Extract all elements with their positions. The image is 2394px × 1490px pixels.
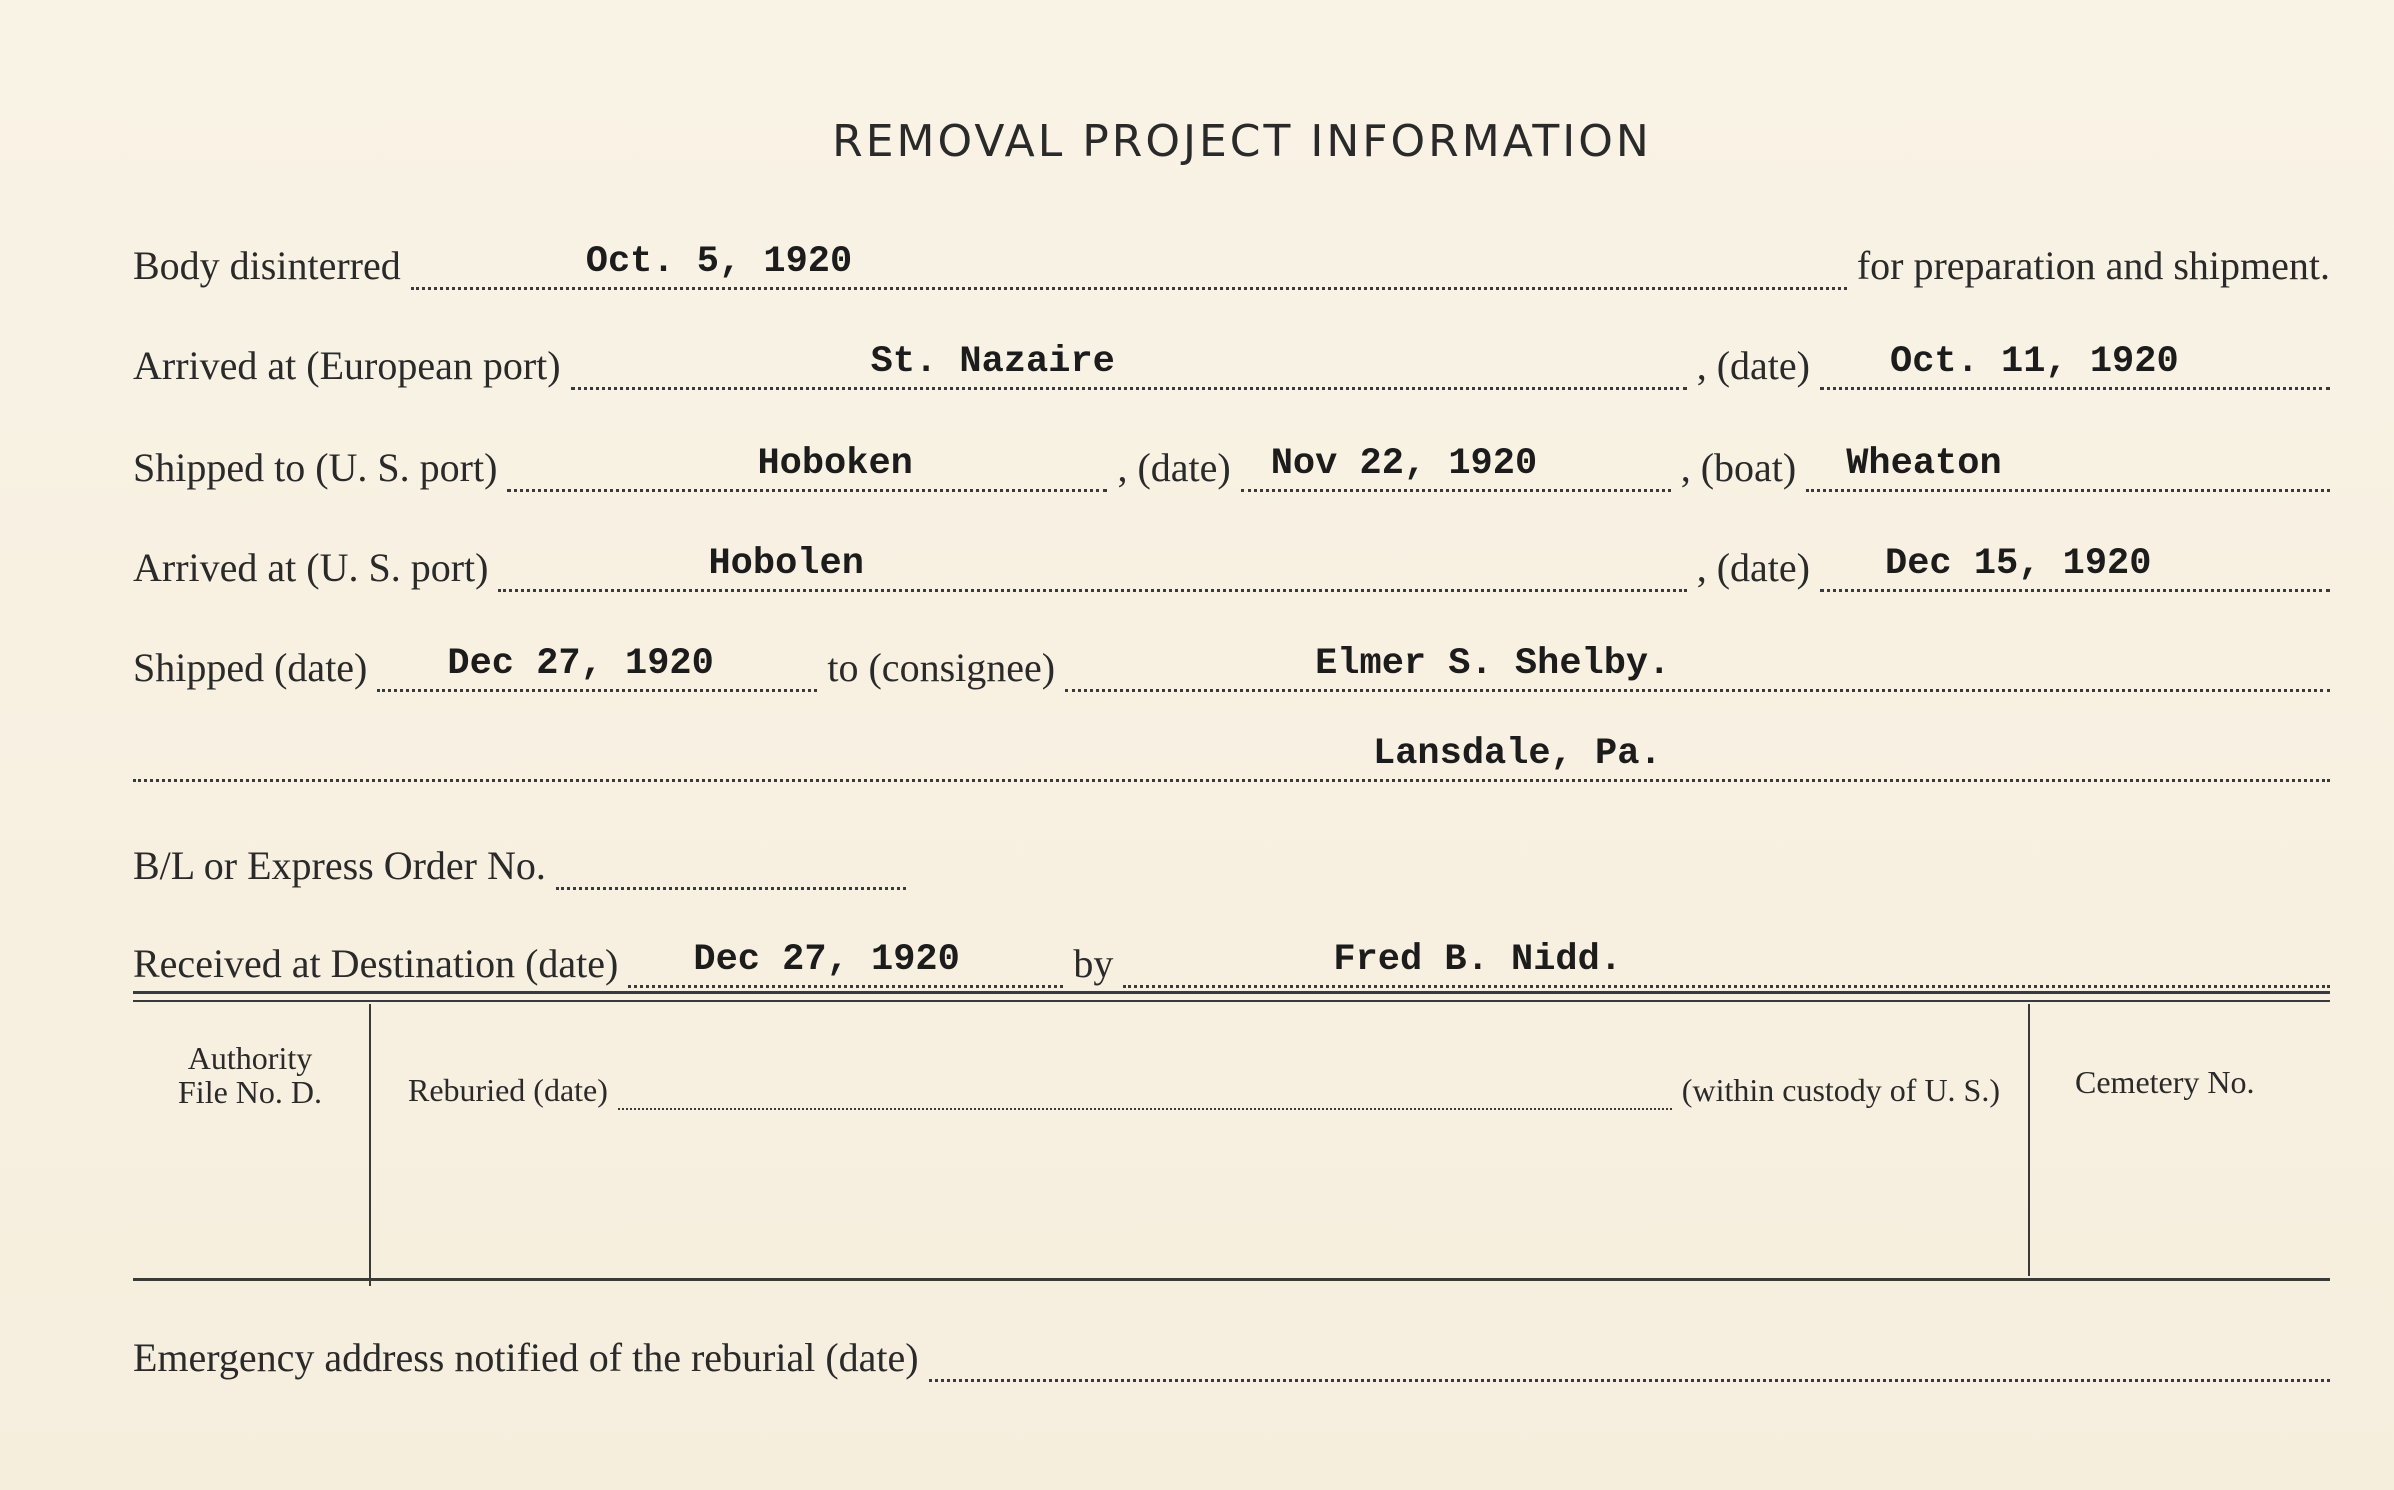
row-emergency [133,1322,2330,1382]
authority-line-1: Authority [187,1040,313,1076]
shipped-us-label: Shipped to (U. S. port) [133,445,498,490]
shipped-us-boat-value: Wheaton [1846,443,2002,485]
arrived-european-date-label: , (date) [1696,343,1810,388]
received-label: Received at Destination (date) [133,941,619,986]
authority-block [160,1042,340,1109]
consignee-address-value: Lansdale, Pa. [1373,733,1662,775]
reburied-label: Reburied (date) [408,1072,608,1108]
shipped-date-value: Dec 27, 1920 [447,643,714,685]
arrived-european-field [571,343,1687,390]
body-disinterred-suffix: for preparation and shipment. [1856,243,2330,288]
arrived-european-label: Arrived at (European port) [133,343,561,388]
received-field [628,941,1063,988]
consignee-value: Elmer S. Shelby. [1315,643,1671,685]
body-disinterred-label: Body disinterred [133,243,401,288]
shipped-us-date-field [1241,445,1671,492]
cemetery-no-label: Cemetery No. [2075,1064,2255,1100]
shipped-us-boat-label: , (boat) [1680,445,1797,490]
reburied-field [618,1074,1672,1110]
arrived-european-value: St. Nazaire [870,341,1115,383]
row-arrived-us [133,532,2330,592]
arrived-us-date-label: , (date) [1696,545,1810,590]
consignee-address-field [133,735,2330,782]
card-title: REMOVAL PROJECT INFORMATION [832,116,1652,167]
shipped-us-value: Hoboken [757,443,913,485]
body-disinterred-value: Oct. 5, 1920 [585,241,853,283]
row-bl-order [133,830,2330,890]
row-shipped-us [133,432,2330,492]
received-by-label: by [1073,941,1114,986]
divider-top-inner [133,1000,2330,1002]
column-divider-right [2028,1004,2030,1276]
row-body-disinterred [133,230,2330,290]
arrived-us-date-value: Dec 15, 1920 [1885,543,2152,585]
column-divider-left [369,1004,371,1286]
bl-order-label: B/L or Express Order No. [133,843,546,888]
row-shipped-date [133,632,2330,692]
emergency-label: Emergency address notified of the reburial (date) [133,1335,919,1380]
bl-order-field [556,843,906,890]
arrived-european-date-field [1820,343,2330,390]
row-received [133,928,2330,988]
shipped-us-field [507,445,1107,492]
body-disinterred-field [411,243,1847,290]
row-consignee-address [133,722,2330,782]
consignee-label: to (consignee) [827,645,1056,690]
arrived-us-date-field [1820,545,2330,592]
shipped-date-field [377,645,817,692]
received-by-field [1123,941,2330,988]
arrived-us-field [498,545,1686,592]
shipped-us-date-label: , (date) [1117,445,1231,490]
row-arrived-european [133,330,2330,390]
shipped-us-boat-field [1806,445,2330,492]
received-value: Dec 27, 1920 [693,939,960,981]
shipped-date-label: Shipped (date) [133,645,368,690]
reburied-suffix: (within custody of U. S.) [1681,1072,2000,1108]
arrived-us-value: Hobolen [708,543,864,585]
reburied-row [408,1066,2000,1110]
shipped-us-date-value: Nov 22, 1920 [1270,443,1538,485]
divider-top [133,991,2330,994]
arrived-us-label: Arrived at (U. S. port) [133,545,489,590]
arrived-european-date-value: Oct. 11, 1920 [1890,341,2179,383]
divider-bottom [133,1278,2330,1281]
received-by-value: Fred B. Nidd. [1333,939,1623,981]
emergency-field [929,1335,2330,1382]
authority-line-2: File No. D. [178,1073,322,1110]
consignee-field [1065,645,2330,692]
